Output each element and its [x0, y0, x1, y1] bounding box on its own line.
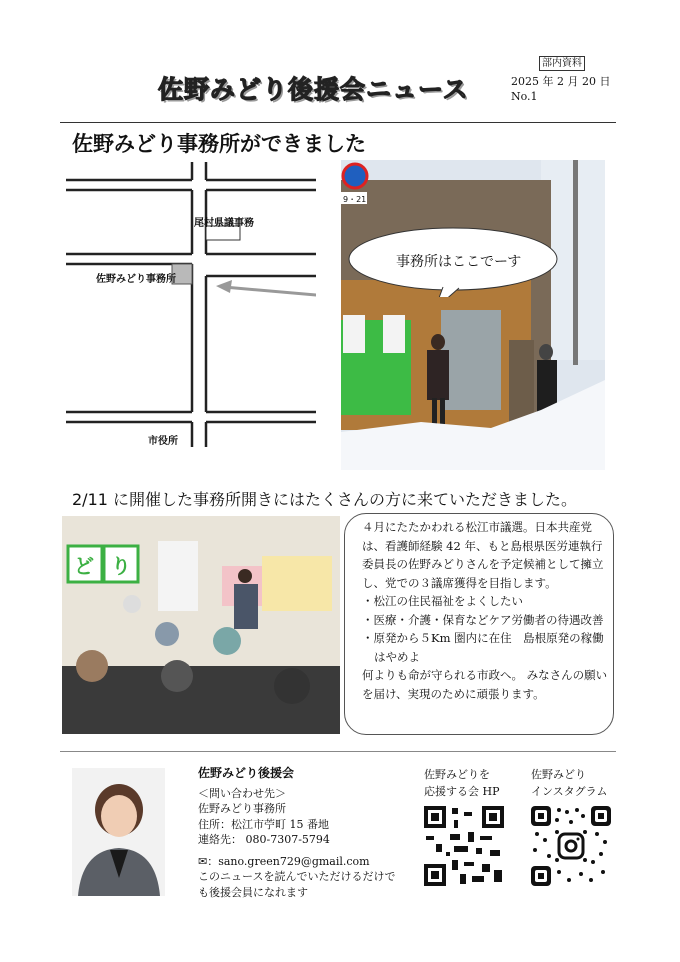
instagram-qr-label — [531, 766, 608, 800]
newsletter-title: 佐野みどり後援会ニュース — [158, 75, 469, 104]
wall-char-1: ど — [74, 554, 94, 578]
article-bullet-2: ・医療・介護・保育などケア労働者の待遇改善 — [362, 612, 604, 627]
event-caption: 2/11 に開催した事務所開きにはたくさんの方に来ていただきました。 — [72, 490, 578, 509]
article-bullet-1: ・松江の住民福祉をよくしたい — [362, 594, 523, 608]
article-text — [362, 518, 608, 703]
footer-divider — [60, 751, 616, 752]
speech-bubble-text: 事務所はここでーす — [396, 254, 522, 270]
contact-info — [198, 766, 395, 900]
email-line — [198, 854, 395, 870]
map-label-city-hall: 市役所 — [148, 436, 178, 447]
article-intro: ４月にたたかわれる松江市議選。日本共産党は、看護師経験 42 年、もと島根県医労連執行委員長の佐野みどりさんを予定候補として擁立し、党での３議席獲得を目指します。 — [362, 520, 604, 590]
article-bullet-3: ・原発から５Km 圏内に在住 島根原発の稼働はやめよ — [362, 631, 604, 664]
office-name: 佐野みどり事務所 — [198, 802, 286, 815]
hp-qr-label-line1: 佐野みどりを — [424, 768, 490, 781]
header-divider — [60, 122, 616, 123]
office-opening-photo — [62, 516, 340, 734]
mail-icon: ✉ — [198, 854, 208, 868]
instagram-icon — [559, 834, 583, 858]
candidate-portrait — [72, 768, 165, 896]
issue-number: No.1 — [511, 90, 538, 103]
internal-document-badge: 部内資料 — [539, 56, 585, 71]
membership-note-1: このニュースを読んでいただけるだけで — [198, 870, 396, 883]
article-closing: 何よりも命が守られる市政へ。 みなさんの願いを届け、実現のために頑張ります。 — [362, 668, 608, 701]
email-address[interactable]: ：sano.green729@gmail.com — [207, 854, 370, 868]
office-location-map — [66, 162, 316, 447]
inquiry-heading: ＜問い合わせ先＞ — [198, 786, 286, 800]
membership-note-2: も後援会員になれます — [198, 885, 308, 899]
hp-qr-code[interactable] — [424, 806, 504, 886]
office-exterior-photo — [341, 160, 605, 470]
instagram-qr-label-line2: インスタグラム — [531, 785, 608, 798]
issue-date: 2025 年 2 月 20 日 — [511, 75, 611, 88]
wall-char-2: り — [111, 554, 131, 578]
office-phone: 連絡先： 080-7307-5794 — [198, 833, 330, 846]
instagram-qr-code[interactable] — [531, 806, 611, 886]
instagram-qr-label-line1: 佐野みどり — [531, 768, 586, 781]
arrow-head-icon — [216, 280, 232, 293]
street-sign-number: 9・21 — [343, 195, 367, 204]
hp-qr-label-line2: 応援する会 HP — [424, 785, 500, 798]
support-group-name: 佐野みどり後援会 — [198, 766, 295, 780]
office-address: 住所：松江市苧町 15 番地 — [198, 817, 329, 831]
hp-qr-label — [424, 766, 500, 800]
map-label-ozaki-office: 尾村県議事務 — [194, 218, 254, 229]
headline: 佐野みどり事務所ができました — [72, 132, 366, 156]
map-label-sano-office: 佐野みどり事務所 — [96, 274, 176, 285]
